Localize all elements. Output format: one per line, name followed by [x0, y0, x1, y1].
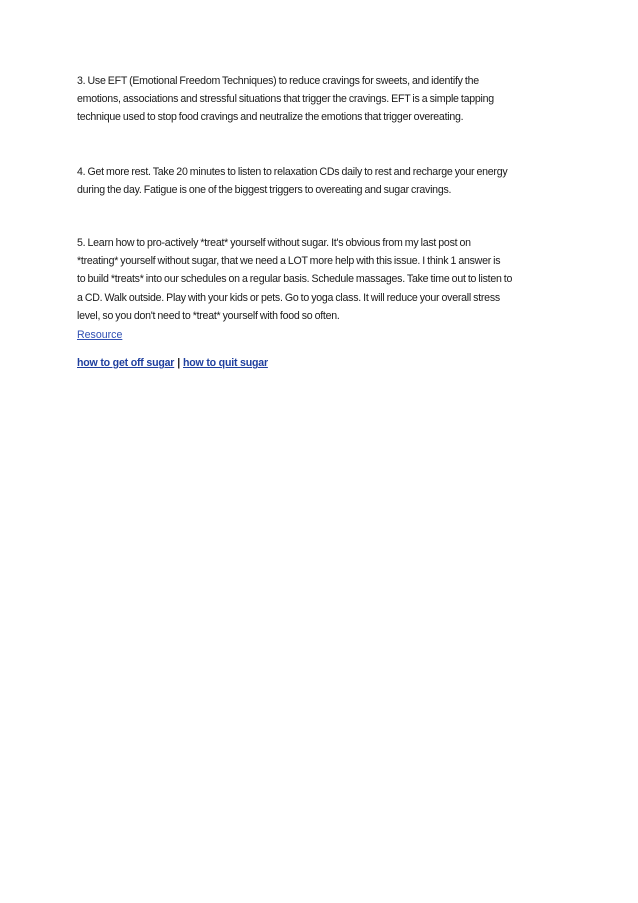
- paragraph-line: during the day. Fatigue is one of the biggest triggers to overeating and sugar cravings.: [77, 184, 452, 197]
- paragraph-rest: [77, 163, 507, 199]
- tag-links: [77, 354, 268, 372]
- paragraph-eft: [77, 72, 494, 127]
- paragraph-line: *treating* yourself without sugar, that we need a LOT more help with this issue. I think 1 answer is: [77, 255, 501, 268]
- tag-link-quit-sugar[interactable]: how to quit sugar: [183, 357, 268, 369]
- paragraph-line: 4. Get more rest. Take 20 minutes to listen to relaxation CDs daily to rest and recharge your energy: [77, 166, 508, 178]
- tag-link-get-off-sugar[interactable]: how to get off sugar: [77, 357, 175, 369]
- paragraph-line: 5. Learn how to pro-actively *treat* yourself without sugar. It's obvious from my last post on: [77, 237, 471, 249]
- tag-separator: |: [177, 357, 180, 369]
- paragraph-line: level, so you don't need to *treat* yourself with food so often.: [77, 309, 340, 322]
- paragraph-line: to build *treats* into our schedules on a regular basis. Schedule massages. Take time out to listen to: [77, 273, 513, 286]
- paragraph-line: 3. Use EFT (Emotional Freedom Techniques) to reduce cravings for sweets, and identify the: [77, 75, 479, 87]
- paragraph-line: technique used to stop food cravings and neutralize the emotions that trigger overeating.: [77, 111, 464, 124]
- resource-link[interactable]: Resource: [77, 329, 123, 341]
- paragraph-line: emotions, associations and stressful situations that trigger the cravings. EFT is a simple tapping: [77, 93, 494, 106]
- paragraph-line: a CD. Walk outside. Play with your kids or pets. Go to yoga class. It will reduce your overall stress: [77, 291, 500, 304]
- paragraph-treat: [77, 234, 512, 325]
